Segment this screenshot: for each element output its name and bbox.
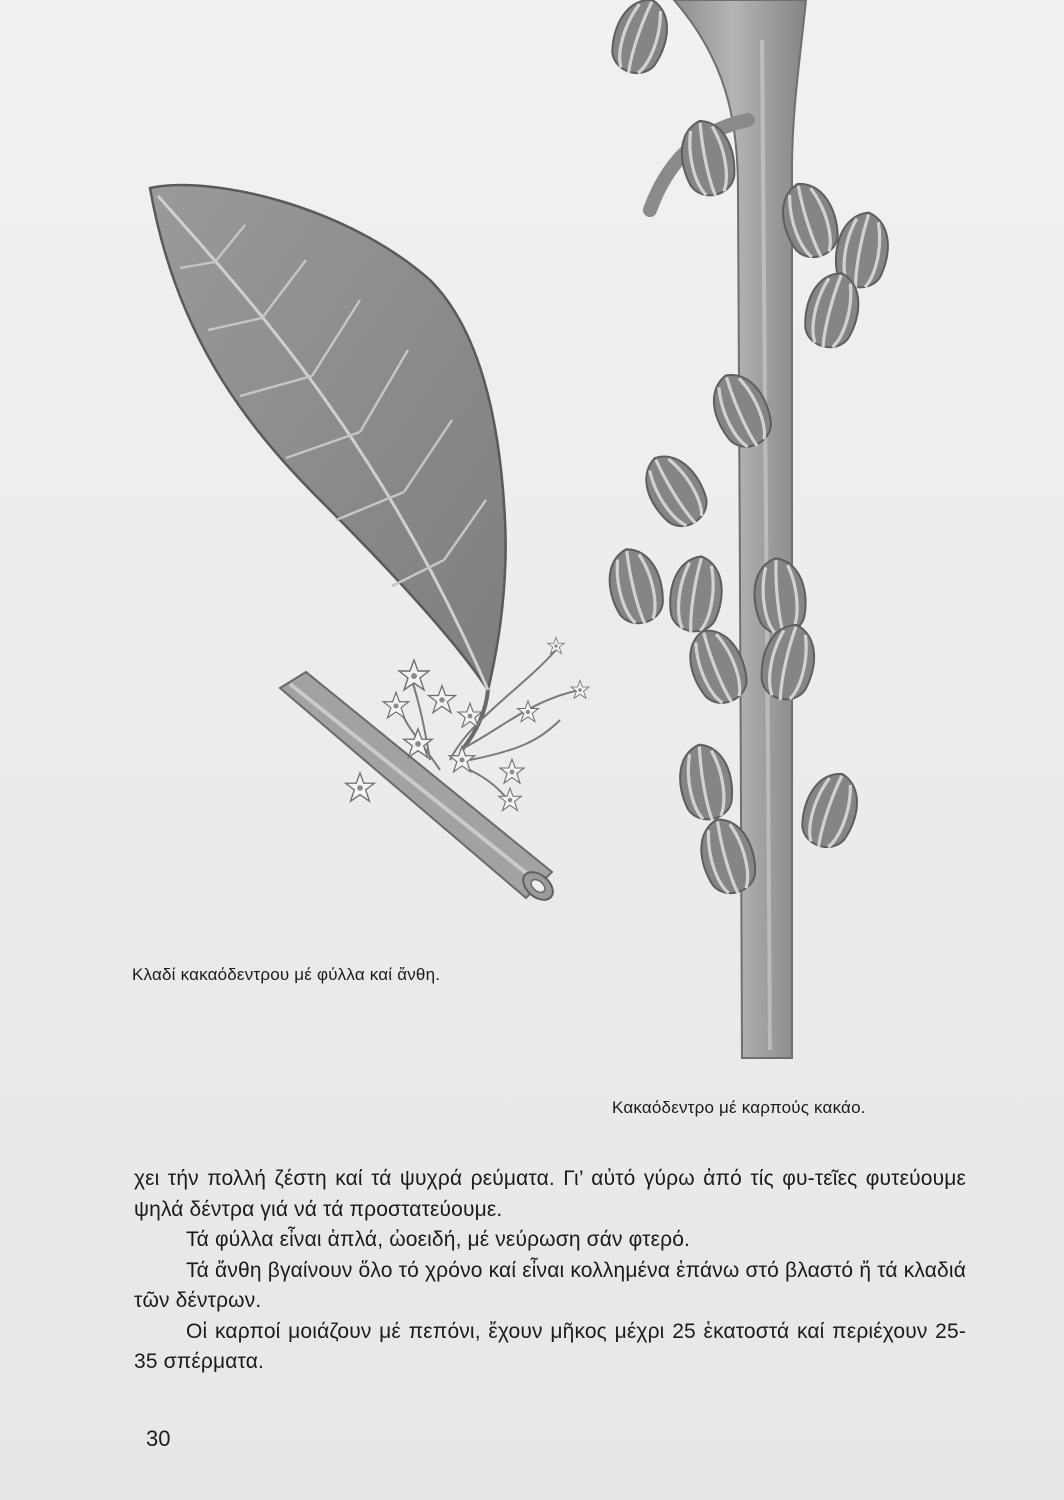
paragraph-leaves: Τά φύλλα εἶναι ἁπλά, ὠοειδή, μέ νεύρωση σάν φτερό. bbox=[186, 1228, 691, 1251]
cocoa-branch bbox=[150, 185, 589, 905]
page-number: 30 bbox=[146, 1426, 171, 1451]
paragraph-fruits: Οἱ καρποί μοιάζουν μέ πεπόνι, ἔχουν μῆκος μέχρι 25 ἑκατοστά καί περιέχουν 25-35 σπέρματα. bbox=[134, 1319, 966, 1373]
paragraph-heat: χει τήν πολλή ζέστη καί τά ψυχρά ρεύματα. Γι’ αὐτό γύρω ἀπό τίς φυ-τεῖες φυτεύουμε ψηλά δέντρα γιά νά τά προστατεύουμε. bbox=[134, 1167, 966, 1221]
tree-caption: Κακαόδεντρο μέ καρπούς κακάο. bbox=[612, 1098, 866, 1117]
body-text bbox=[134, 1164, 966, 1378]
branch-caption: Κλαδί κακαόδεντρου μέ φύλλα καί ἄνθη. bbox=[132, 965, 441, 984]
paragraph-flowers: Τά ἄνθη βγαίνουν ὅλο τό χρόνο καί εἶναι κολλημένα ἐπάνω στό βλαστό ἤ τά κλαδιά τῶν δέντρων. bbox=[134, 1258, 966, 1312]
